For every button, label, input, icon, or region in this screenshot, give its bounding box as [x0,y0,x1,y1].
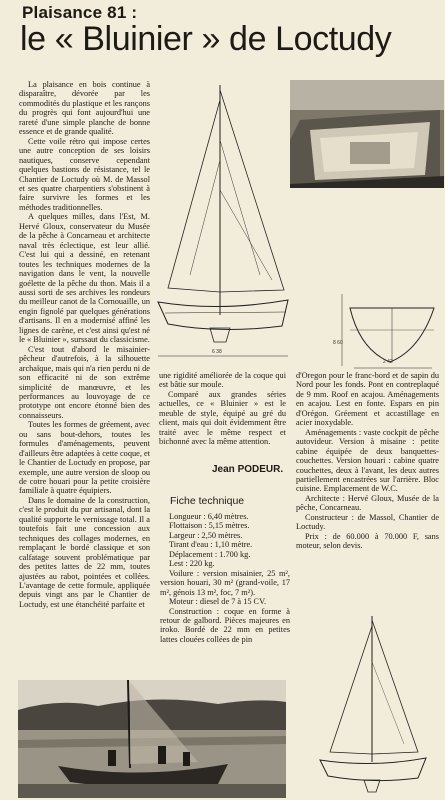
boat-interior-photo [290,80,444,188]
spec-line: Longueur : 6,40 mètres. [169,512,249,521]
article-paragraph: La plaisance en bois continue à disparaître, dévorée par les commodités du plastique et les rançons du progrès qui font aujourd'hui une rareté d'une simple planche de bonne essence et de grande qualité. [19,80,150,137]
article-paragraph: A quelques milles, dans l'Est, M. Hervé Gloux, conservateur du Musée de la pêche à Concarneau et architecte naval très éclectique, est leur allié. C'est lui qui a dessiné, en retenant toutes les techniques modernes de la navigation dans le vent, la nouvelle goélette de la pêche du thon. Mais il a aussi sorti de ses archives les rondeurs du meilleur canot de la Cornouaille, un engin fignolé par quelques générations d'artisans. Il en a modernisé affiné les lignes de carène, et c'est ainsi qu'est né le « Bluinier », surssaut du classicisme. [19,212,150,345]
spec-line: Largeur : 2,50 mètres. [169,530,243,540]
sail-plan-drawing [150,80,290,370]
hull-section-drawing [340,290,444,370]
article-paragraph: d'Oregon pour le franc-bord et de sapin du Nord pour les fonds. Pont en contreplaqué de 9 mm. Roof en acajou. Aménagements en acajou. Lest en fonte. Espars en pin d'Orégon. Gréement et accastillage en acier inoxydable. [296,371,439,428]
article-paragraph: Comparé aux grandes séries actuelles, ce « Bluinier » est le meuble de style, équipé au gré du client, mais qui doit évidemment être traité avec le même respect et bichonné avec la même attention. [159,389,286,447]
article-paragraph: Aménagements : vaste cockpit de pêche autovideur. Version à misaine : petite cabine équipée de deux banquettes-couchettes. Version houari : cabine quatre couchettes, deux à l'avant, les deux autres partiellement encastrées sur l'arrière. Bloc cuisine. Emplacement de W.C. [296,427,439,494]
article-paragraph: C'est tout d'abord le misainier-pêcheur d'autrefois, à la silhouette archaïque, mais qui n'a rien perdu ni de son efficacité ni de son extrême simplicité de manœuvre, et les performances au louvoyage de ce prototype ont encore étonné bien des connaisseurs. [19,344,150,420]
article-paragraph: Cette voile rétro qui impose certes une autre conception de ses loisirs nautiques, conserve cependant quelques bastions de résistance, tel le Chantier de Loctudy où M. de Massol et ses quatre charpentiers s'obstinent à faire survivre les formes et les méthodes traditionnelles. [19,136,150,212]
spec-line: Flottaison : 5,15 mètres. [169,521,250,531]
article-headline: le « Bluinier » de Loctudy [20,20,392,58]
author-signature: Jean PODEUR. [212,464,284,475]
spec-line: Déplacement : 1.700 kg. [169,549,251,559]
boat-sailing-image [18,680,286,798]
article-column-1 [19,80,150,678]
fiche-title: Fiche technique [170,495,245,507]
boat-interior-image [290,80,444,188]
article-paragraph: Toutes les formes de gréement, avec ou sans bout-dehors, toutes les formules d'aménagements, peuvent d'ailleurs être adaptées à cette coque, et le Chantier de Loctudy en propose, par exemple, une autre version de sloop ou de cotre houari pour la petite croisière familiale à quatre équipiers. [19,420,150,496]
dimension-height: 8 60 [333,340,343,346]
spec-paragraph: Moteur : diesel de 7 à 15 CV. [169,597,267,607]
sailboat-drawing [300,612,444,800]
spec-paragraph: Construction : coque en forme à retour de galbord. Pièces majeures en iroko. Bordé de 22 mm en petites lattes clouées collées de pin [160,606,290,644]
article-paragraph: Constructeur : de Massol, Chantier de Loctudy. [296,512,439,532]
boat-sailing-photo [18,680,286,798]
section-kicker: Plaisance 81 : [22,3,138,22]
article-paragraph: Architecte : Hervé Gloux, Musée de la pêche, Concarneau. [296,493,439,513]
article-paragraph: Prix : de 60.000 à 70.000 F, sans moteur, selon devis. [296,531,439,551]
spec-paragraph: Voilure : version misainier, 25 m², version houari, 30 m² (grand-voile, 17 m², génois 13 m², foc, 7 m²). [160,568,290,597]
dimension-length: 6 38 [212,349,222,355]
spec-line: Tirant d'eau : 1,10 mètre. [169,540,253,550]
dimension-beam: 2 42 [383,359,393,365]
article-paragraph: Dans le domaine de la construction, c'est le produit du pur artisanal, dont la qualité supporte le vernissage total. Il a toutefois fait une concession aux techniques des collages modernes, en remplaçant le bordé classique et son calfatage souvent problématique par des petites lattes de 22 mm, toutes ajustées au rabot, pointées et collées. L'avantage de cette formule, appliquée depuis vingt ans par le Chantier de Loctudy, est une étanchéité parfaite et [19,495,150,609]
spec-line: Lest : 220 kg. [169,559,215,569]
article-paragraph: une rigidité améliorée de la coque qui est bâtie sur moule. [159,371,286,390]
article-column-2 [159,371,286,466]
article-column-3 [296,371,439,609]
